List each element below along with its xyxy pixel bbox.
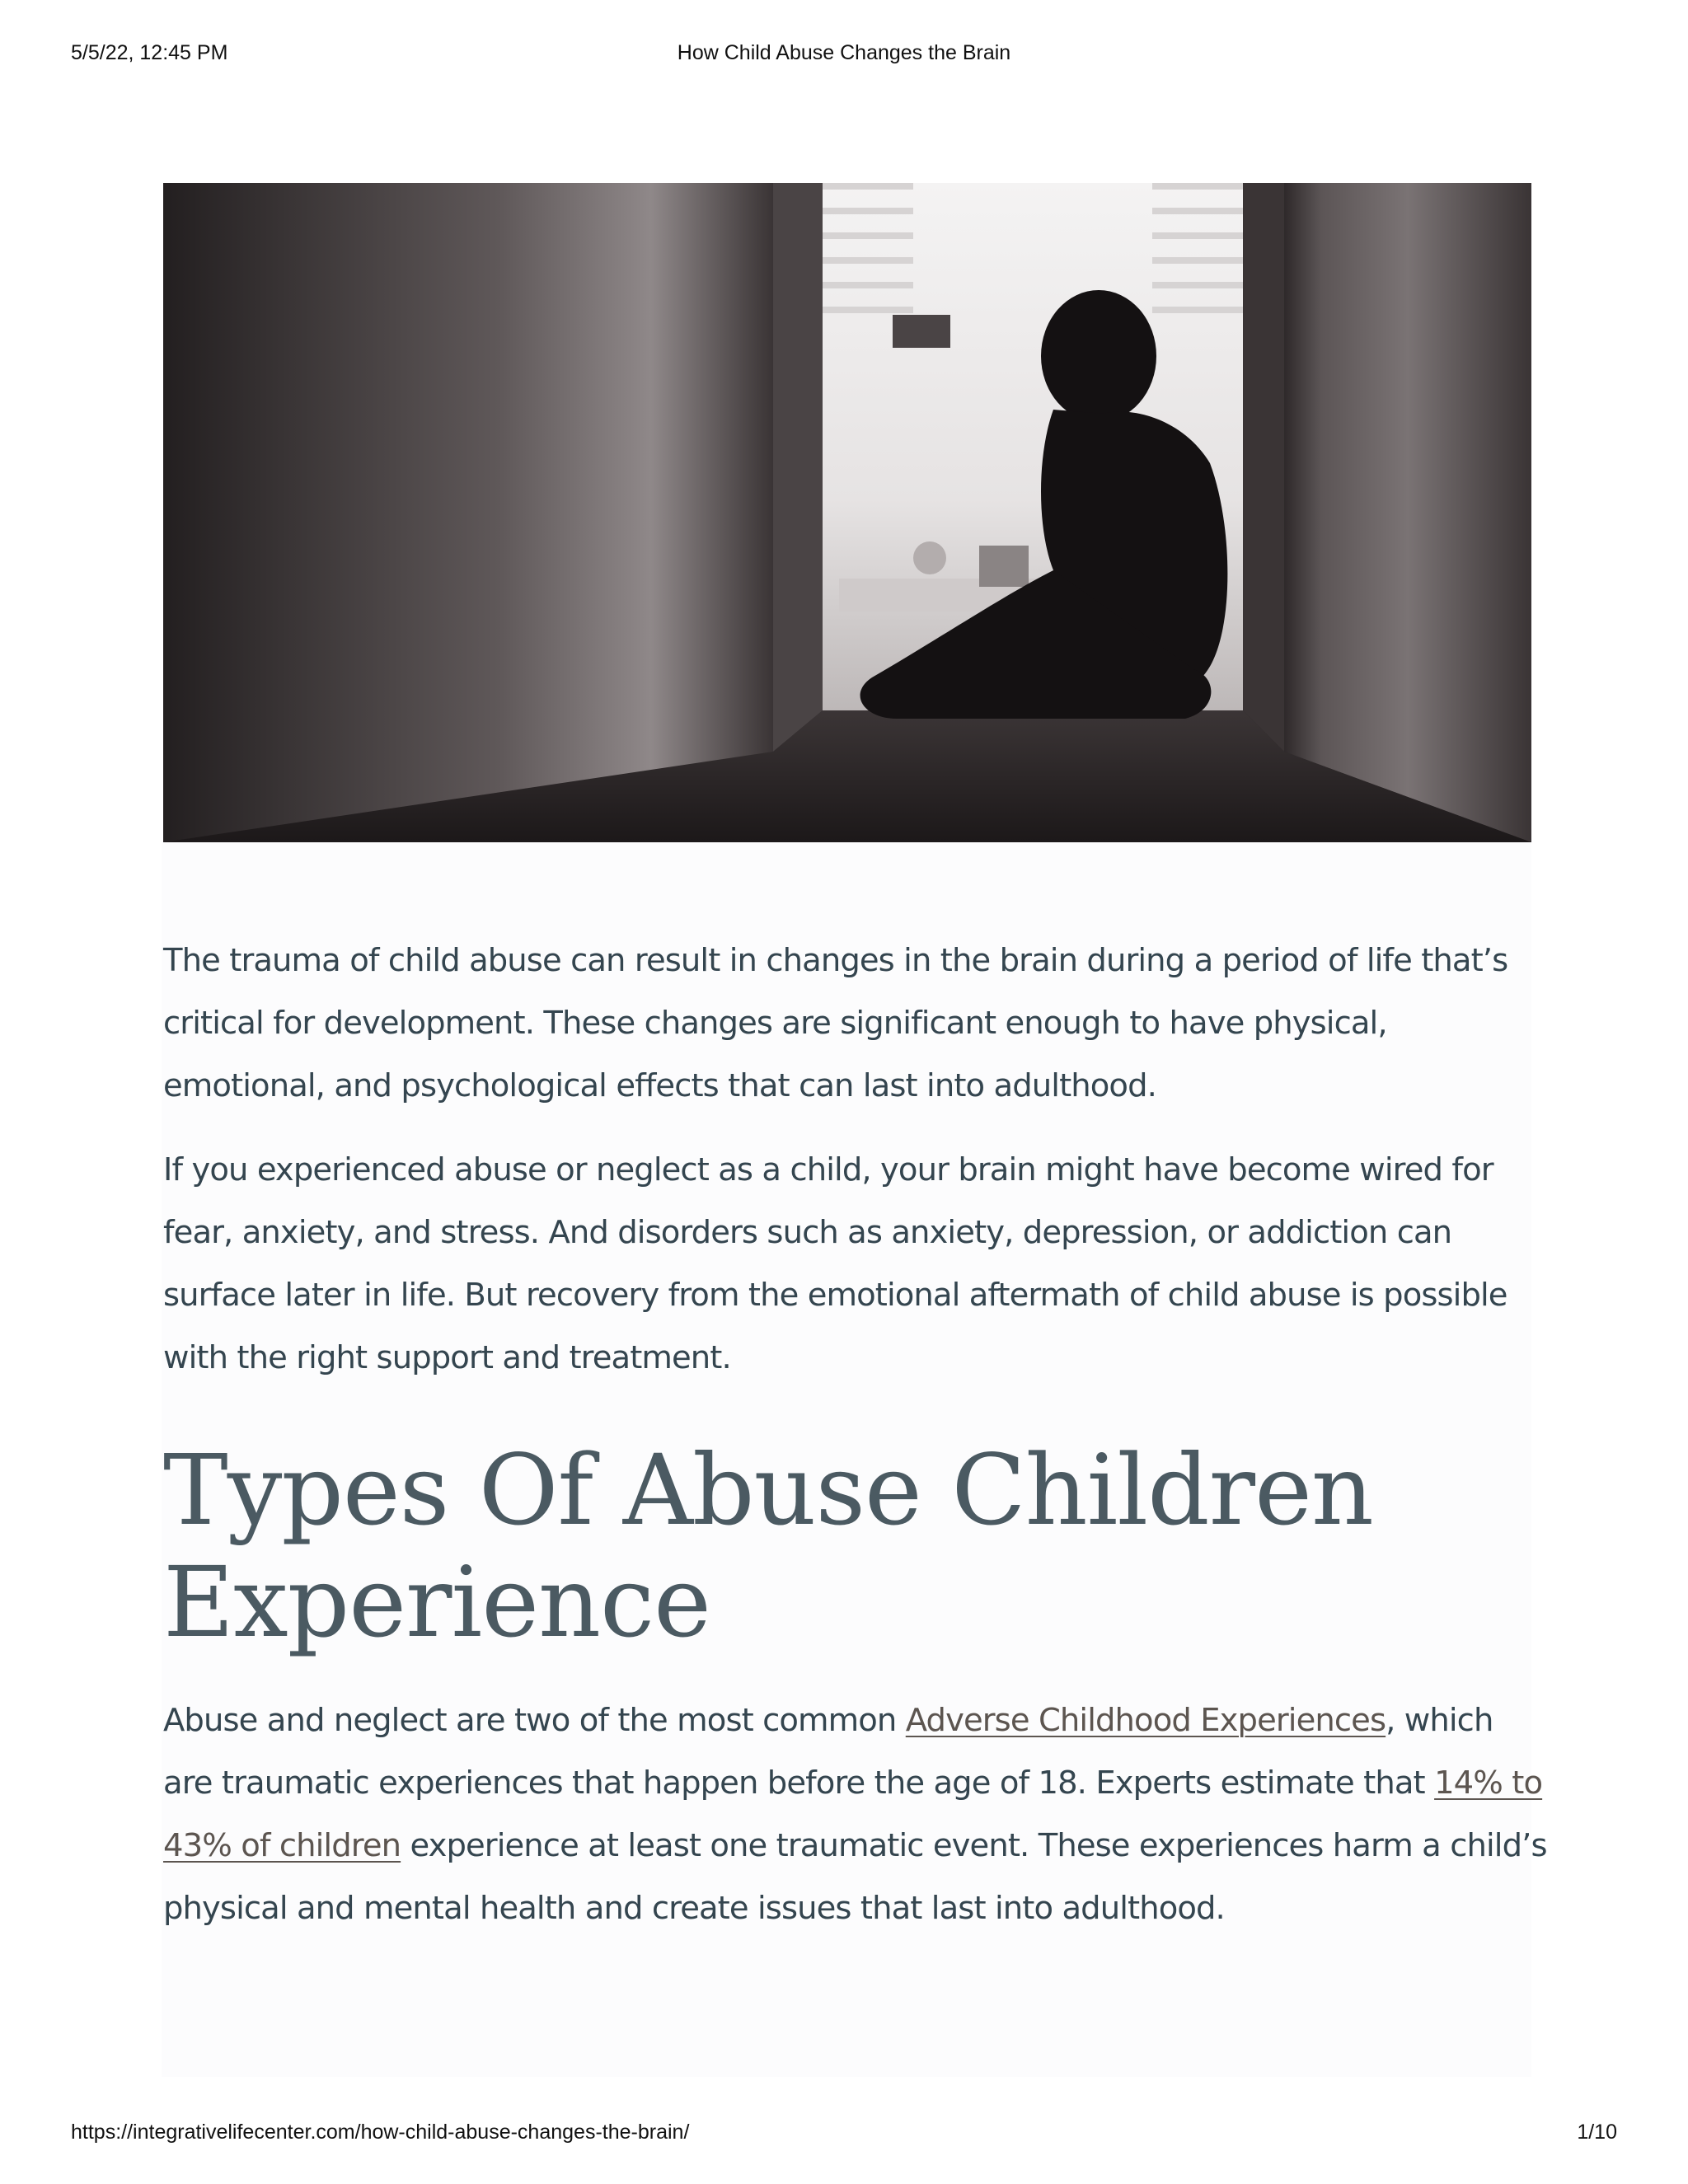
section-heading: Types Of Abuse Children Experience <box>163 1433 1373 1659</box>
article-body <box>163 930 1548 1940</box>
print-page-title: How Child Abuse Changes the Brain <box>677 41 1011 64</box>
children-statistic-link[interactable]: 14% to 43% of children <box>163 1765 1543 1864</box>
page-indicator: 1/10 <box>1577 2121 1617 2144</box>
print-url: https://integrativelifecenter.com/how-child-abuse-changes-the-brain/ <box>71 2121 690 2144</box>
paragraph-text: Abuse and neglect are two of the most common <box>163 1702 906 1739</box>
abuse-types-paragraph <box>163 1690 1548 1940</box>
paragraph-text: experience at least one traumatic event. These experiences harm a child’s physical and mental health and create issues that last into adulthood. <box>163 1827 1547 1927</box>
photo-icon <box>163 183 1531 842</box>
paragraph-text: , which are traumatic experiences that happen before the age of 18. Experts estimate that <box>163 1702 1493 1802</box>
adverse-childhood-experiences-link[interactable]: Adverse Childhood Experiences <box>905 1702 1386 1739</box>
hero-image <box>163 183 1531 842</box>
print-datetime: 5/5/22, 12:45 PM <box>71 41 228 64</box>
intro-paragraph: The trauma of child abuse can result in changes in the brain during a period of life that’s critical for development. These changes are significant enough to have physical, emotional, and psychological effects that can last into adulthood. <box>163 942 1508 1104</box>
recovery-paragraph: If you experienced abuse or neglect as a child, your brain might have become wired for fear, anxiety, and stress. And disorders such as anxiety, depression, or addiction can surface later in life. But recovery from the emotional aftermath of child abuse is possible with the right support and treatment. <box>163 1151 1507 1376</box>
